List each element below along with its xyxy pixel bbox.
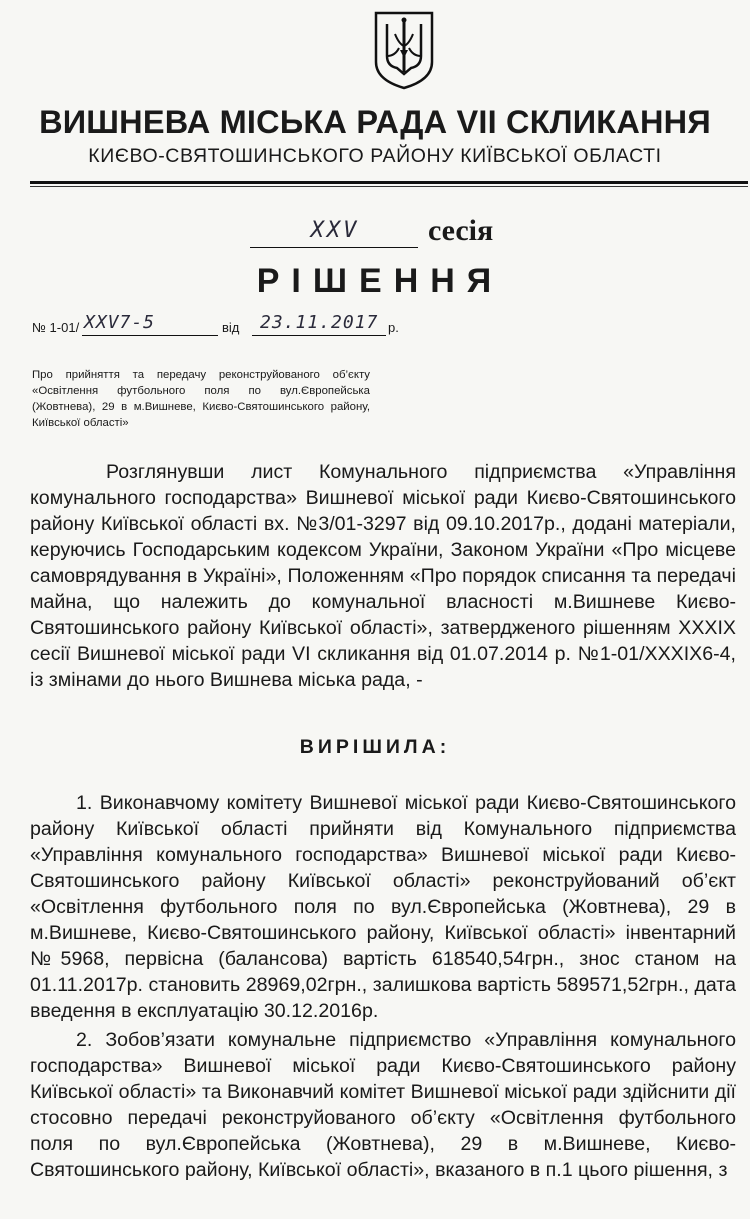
resolved-heading: ВИРІШИЛА: (299, 736, 451, 758)
council-title: ВИШНЕВА МІСЬКА РАДА VII СКЛИКАННЯ (39, 104, 711, 140)
document-number-line (32, 312, 632, 338)
session-label: сесія (428, 214, 494, 247)
date-underline (252, 335, 386, 336)
preamble-paragraph: Розглянувши лист Комунального підприємства «Управління комунального господарства» Вишневої міської ради Києво-Святошинського району Київської області вх. №3/01-3297 від 09.10.2017р., додані матеріали, керуючись Господарським кодексом України, Законом України «Про місцеве самоврядування в Україні», Положенням «Про порядок списання та передачі майна, що належить до комунальної власності м.Вишневе Києво-Святошинського району Київської області», затвердженого рішенням XXXIX сесії Вишневої міської ради VI скликання від 01.07.2014 р. №1-01/XXXIX6-4, із змінами до нього Вишнева міська рада, - (30, 461, 736, 691)
date-suffix: р. (388, 320, 399, 335)
resolution-item-1: 1. Виконавчому комітету Вишневої міської ради Києво-Святошинського району Київської області прийняти від Комунального підприємства «Управління комунального господарства» Вишневої міської ради Києво-Святошинського району Київської області» реконструйований об’єкт «Освітлення футбольного поля по вул.Європейська (Жовтнева), 29 в м.Вишневе, Києво-Святошинського району, Київської області» інвентарний №5968, первісна (балансова) вартість 618540,54грн., знос станом на 01.11.2017р. становить 28969,02грн., залишкова вартість 589571,52грн., дата введення в експлуатацію 30.12.2016р. (30, 792, 736, 1022)
coat-of-arms-icon (373, 10, 435, 90)
document-number: XXV7-5 (84, 312, 156, 333)
number-underline (82, 335, 218, 336)
decision-subject: Про прийняття та передачу реконструйованого об’єкту «Освітлення футбольного поля по вул.Європейська (Жовтнева), 29 в м.Вишневе, Києво-Святошинського району, Київської області» (32, 369, 370, 429)
council-district: КИЄВО-СВЯТОШИНСЬКОГО РАЙОНУ КИЇВСЬКОЇ ОБЛАСТІ (88, 145, 662, 167)
header-divider (30, 181, 748, 184)
session-underline (250, 247, 418, 248)
session-number: XXV (310, 218, 360, 243)
number-prefix: № 1-01/ (32, 320, 80, 335)
document-date: 23.11.2017 (260, 312, 379, 333)
resolution-item-2: 2. Зобов’язати комунальне підприємство «Управління комунального господарства» Вишневої міської ради Києво-Святошинського району Київської області» та Виконавчий комітет Вишневої міської ради здійснити дії стосовно передачі реконструйованого об’єкту «Освітлення футбольного поля по вул.Європейська (Жовтнева), 29 в м.Вишневе, Києво-Святошинського району, Київської області», вказаного в п.1 цього рішення, з (30, 1029, 736, 1181)
decision-title: РІШЕННЯ (256, 262, 504, 300)
date-label: від (222, 320, 240, 335)
header-divider-thin (30, 186, 748, 187)
